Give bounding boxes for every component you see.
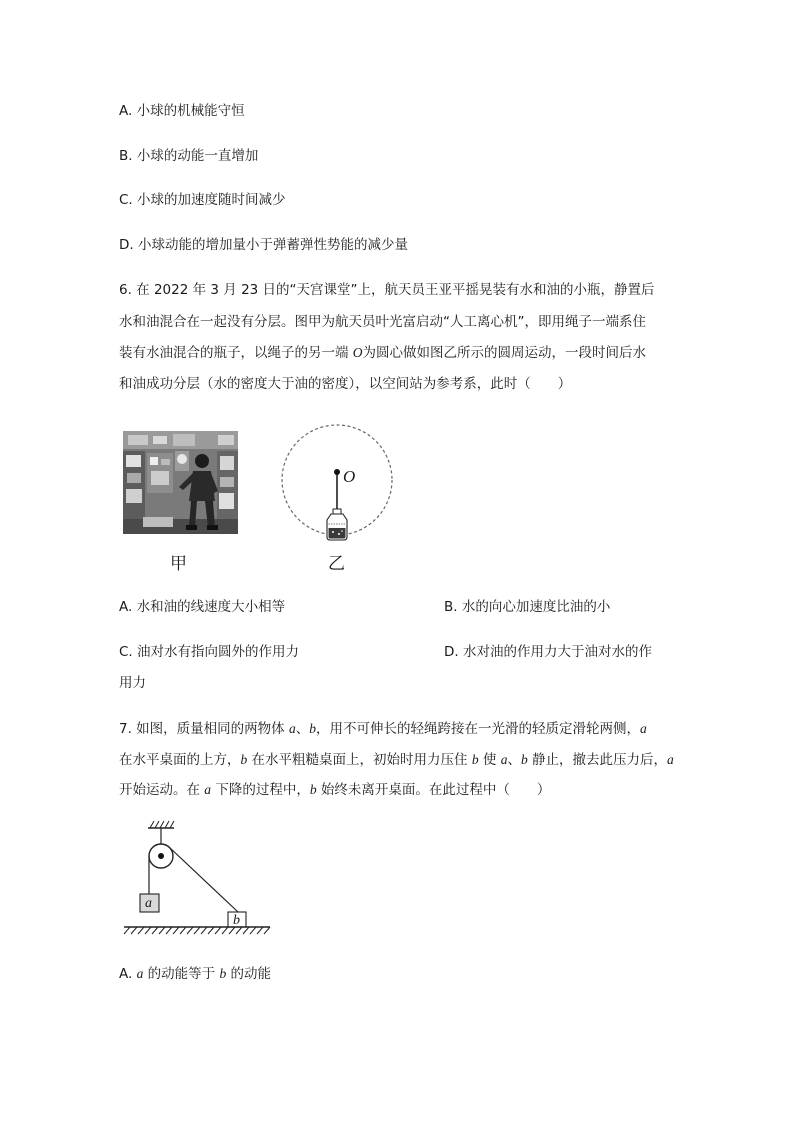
q7-stem-line2: 在水平桌面的上方，b 在水平粗糙桌面上，初始时用力压住 b 使 a、b 静止，撤去此压力后，a: [119, 752, 674, 768]
q6-option-b: B. 水的向心加速度比油的小: [444, 599, 611, 615]
q7-option-a: A. a 的动能等于 b 的动能: [119, 966, 271, 982]
q6-stem-line1: 6. 在 2022 年 3 月 23 日的“天宫课堂”上，航天员王亚平摇晃装有水和油的小瓶，静置后: [119, 282, 655, 298]
block-a-label: a: [145, 896, 152, 911]
q6-option-c: C. 油对水有指向圆外的作用力: [119, 644, 300, 660]
q7-stem-line1: 7. 如图，质量相同的两物体 a、b，用不可伸长的轻绳跨接在一光滑的轻质定滑轮两侧，a: [119, 721, 647, 737]
q6-stem-line2: 水和油混合在一起没有分层。图甲为航天员叶光富启动“人工离心机”，即用绳子一端系住: [119, 314, 646, 330]
block-b-label: b: [233, 913, 240, 928]
q7-stem-line3: 开始运动。在 a 下降的过程中，b 始终未离开桌面。在此过程中（ ）: [119, 782, 551, 798]
q5-option-b: B. 小球的动能一直增加: [119, 148, 259, 164]
q5-option-d: D. 小球动能的增加量小于弹蓄弹性势能的减少量: [119, 237, 408, 253]
pulley-diagram: [120, 818, 280, 943]
circular-motion-diagram: [277, 425, 407, 555]
q6-stem-line3: 装有水油混合的瓶子，以绳子的另一端 O为圆心做如图乙所示的圆周运动，一段时间后水: [119, 345, 647, 361]
q5-option-a: A. 小球的机械能守恒: [119, 103, 245, 119]
q6-option-d-continued: 用力: [119, 675, 146, 691]
center-o-label: O: [343, 467, 356, 486]
figure-jia-caption: 甲: [170, 554, 187, 574]
astronaut-photo: [123, 431, 238, 534]
q6-stem-line4: 和油成功分层（水的密度大于油的密度），以空间站为参考系，此时（ ）: [119, 376, 572, 392]
q6-option-d: D. 水对油的作用力大于油对水的作: [444, 644, 652, 660]
q6-option-a: A. 水和油的线速度大小相等: [119, 599, 286, 615]
q5-option-c: C. 小球的加速度随时间减少: [119, 192, 286, 208]
figure-yi-caption: 乙: [328, 554, 345, 574]
